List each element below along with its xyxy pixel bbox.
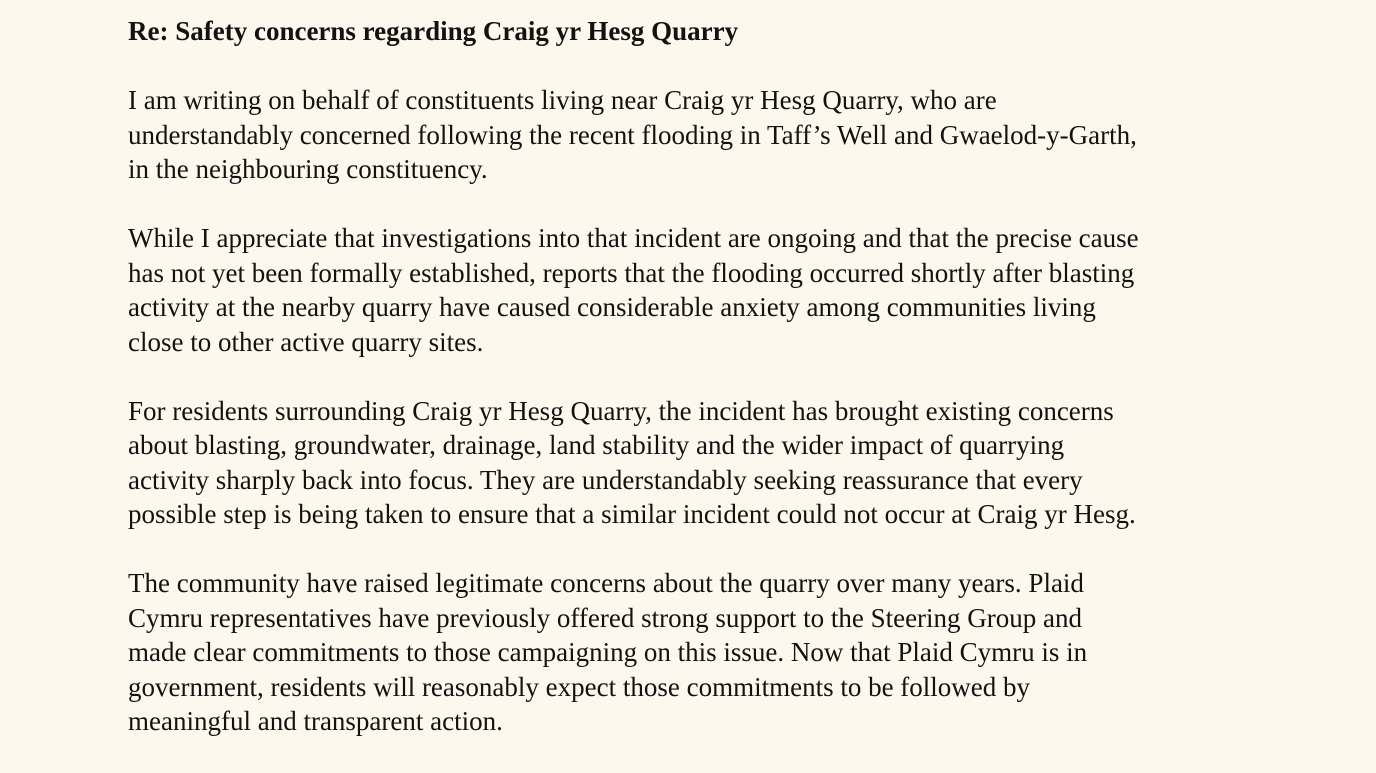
text-line: understandably concerned following the recent flooding in Taff’s Well and Gwaelod-y-Garth, (128, 119, 1137, 150)
text-line: close to other active quarry sites. (128, 326, 484, 357)
text-line: Cymru representatives have previously offered strong support to the Steering Group and (128, 602, 1083, 633)
text-line: has not yet been formally established, reports that the flooding occurred shortly after blasting (128, 257, 1135, 288)
paragraph-4 (128, 566, 1328, 739)
letter-body (128, 14, 1328, 773)
letter-subject: Re: Safety concerns regarding Craig yr Hesg Quarry (128, 16, 739, 46)
paragraph-2 (128, 221, 1328, 359)
paragraph-1 (128, 83, 1328, 187)
text-line: about blasting, groundwater, drainage, land stability and the wider impact of quarrying (128, 430, 1065, 460)
text-line: I am writing on behalf of constituents living near Craig yr Hesg Quarry, who are (128, 85, 997, 115)
text-line: in the neighbouring constituency. (128, 154, 488, 184)
text-line: government, residents will reasonably expect those commitments to be followed by (128, 671, 1031, 702)
text-line: made clear commitments to those campaigning on this issue. Now that Plaid Cymru is in (128, 637, 1088, 667)
text-line: activity at the nearby quarry have caused considerable anxiety among communities living (128, 292, 1096, 322)
text-line: For residents surrounding Craig yr Hesg Quarry, the incident has brought existing concerns (128, 395, 1114, 426)
paragraph-3 (128, 394, 1328, 532)
text-line: meaningful and transparent action. (128, 706, 503, 736)
text-line: activity sharply back into focus. They are understandably seeking reassurance that every (128, 464, 1083, 495)
text-line: possible step is being taken to ensure that a similar incident could not occur at Craig yr Hesg. (128, 499, 1136, 529)
text-line: While I appreciate that investigations into that incident are ongoing and that the precise cause (128, 223, 1139, 253)
text-line: The community have raised legitimate concerns about the quarry over many years. Plaid (128, 568, 1084, 598)
